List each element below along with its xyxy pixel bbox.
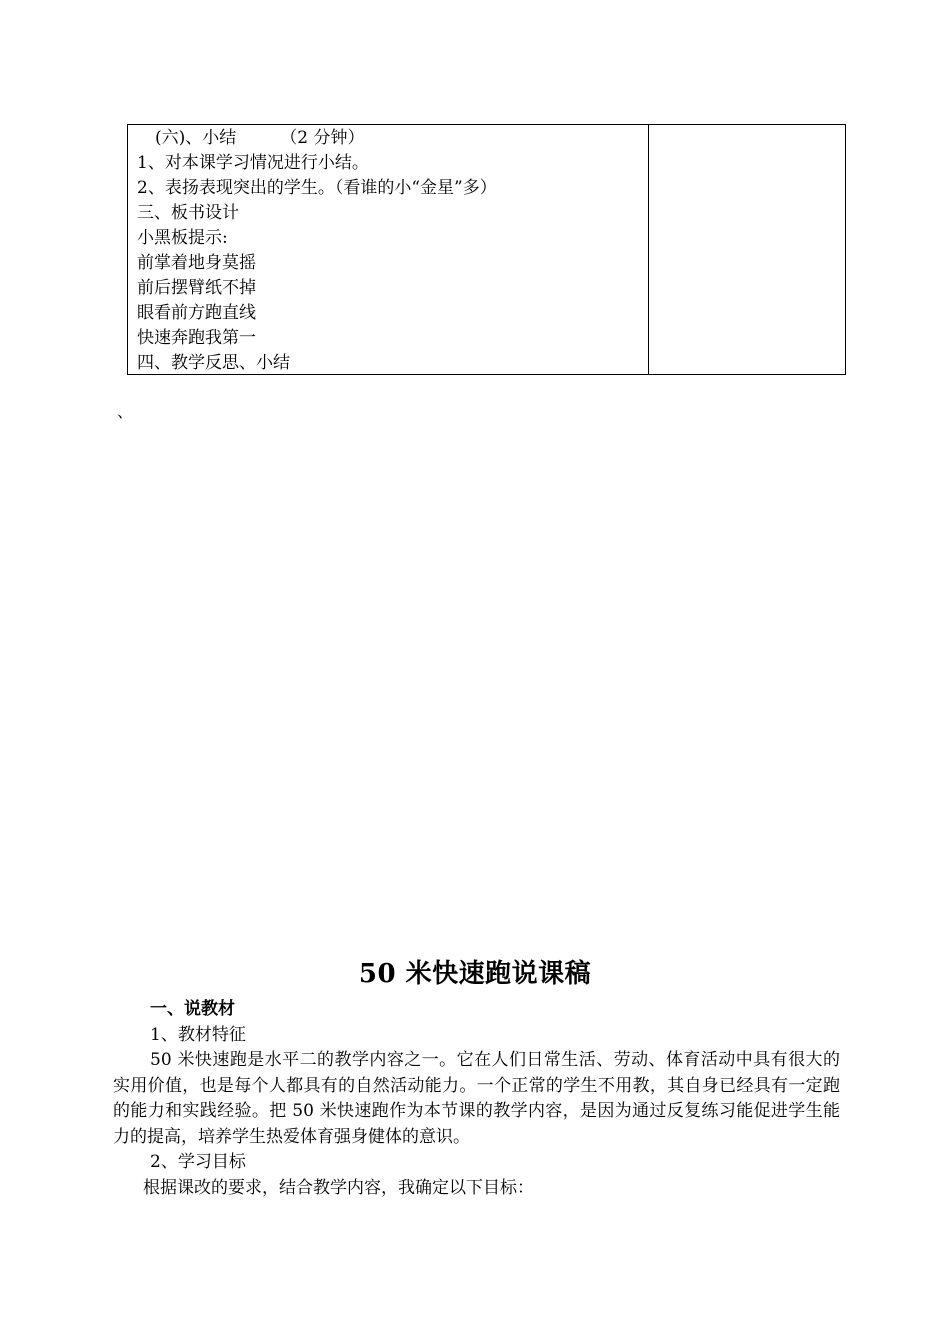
table-line: 眼看前方跑直线 bbox=[137, 303, 256, 323]
lesson-notes-cell bbox=[649, 125, 845, 374]
summary-duration: （2 分钟） bbox=[280, 128, 365, 148]
body-paragraph: 根据课改的要求，结合教学内容，我确定以下目标： bbox=[143, 1177, 534, 1198]
table-line: 小黑板提示: bbox=[137, 228, 228, 248]
summary-heading-line bbox=[137, 126, 648, 151]
sub-heading: 1、教材特征 bbox=[150, 1024, 246, 1045]
body-paragraph: 50 米快速跑是水平二的教学内容之一。它在人们日常生活、劳动、体育活动中具有很大的实用价值，也是每个人都具有的自然活动能力。一个正常的学生不用教，其自身已经具有一定跑的能力和实践经验。把 50 米快速跑作为本节课的教学内容，是因为通过反复练习能促进学生能力的提高，培养学生热爱体育强身健体的意识。 bbox=[113, 1050, 840, 1147]
document-title: 50 米快速跑说课稿 bbox=[358, 959, 592, 989]
table-line: 四、教学反思、小结 bbox=[137, 353, 290, 373]
stray-punctuation: 、 bbox=[117, 402, 134, 421]
table-line: 2、表扬表现突出的学生。（看谁的小“金星”多） bbox=[137, 178, 497, 198]
table-line: 快速奔跑我第一 bbox=[137, 328, 256, 348]
table-line: 1、对本课学习情况进行小结。 bbox=[137, 153, 369, 173]
section-heading: 一、说教材 bbox=[150, 999, 235, 1019]
sub-heading: 2、学习目标 bbox=[150, 1152, 246, 1172]
table-line: 前后摆臂纸不掉 bbox=[137, 278, 256, 298]
summary-heading: (六)、小结 bbox=[155, 128, 237, 148]
lesson-content-cell bbox=[128, 125, 649, 374]
document-body bbox=[113, 997, 840, 1201]
table-line: 前掌着地身莫摇 bbox=[137, 253, 256, 273]
lesson-plan-table bbox=[127, 124, 846, 375]
table-line: 三、板书设计 bbox=[137, 203, 239, 223]
